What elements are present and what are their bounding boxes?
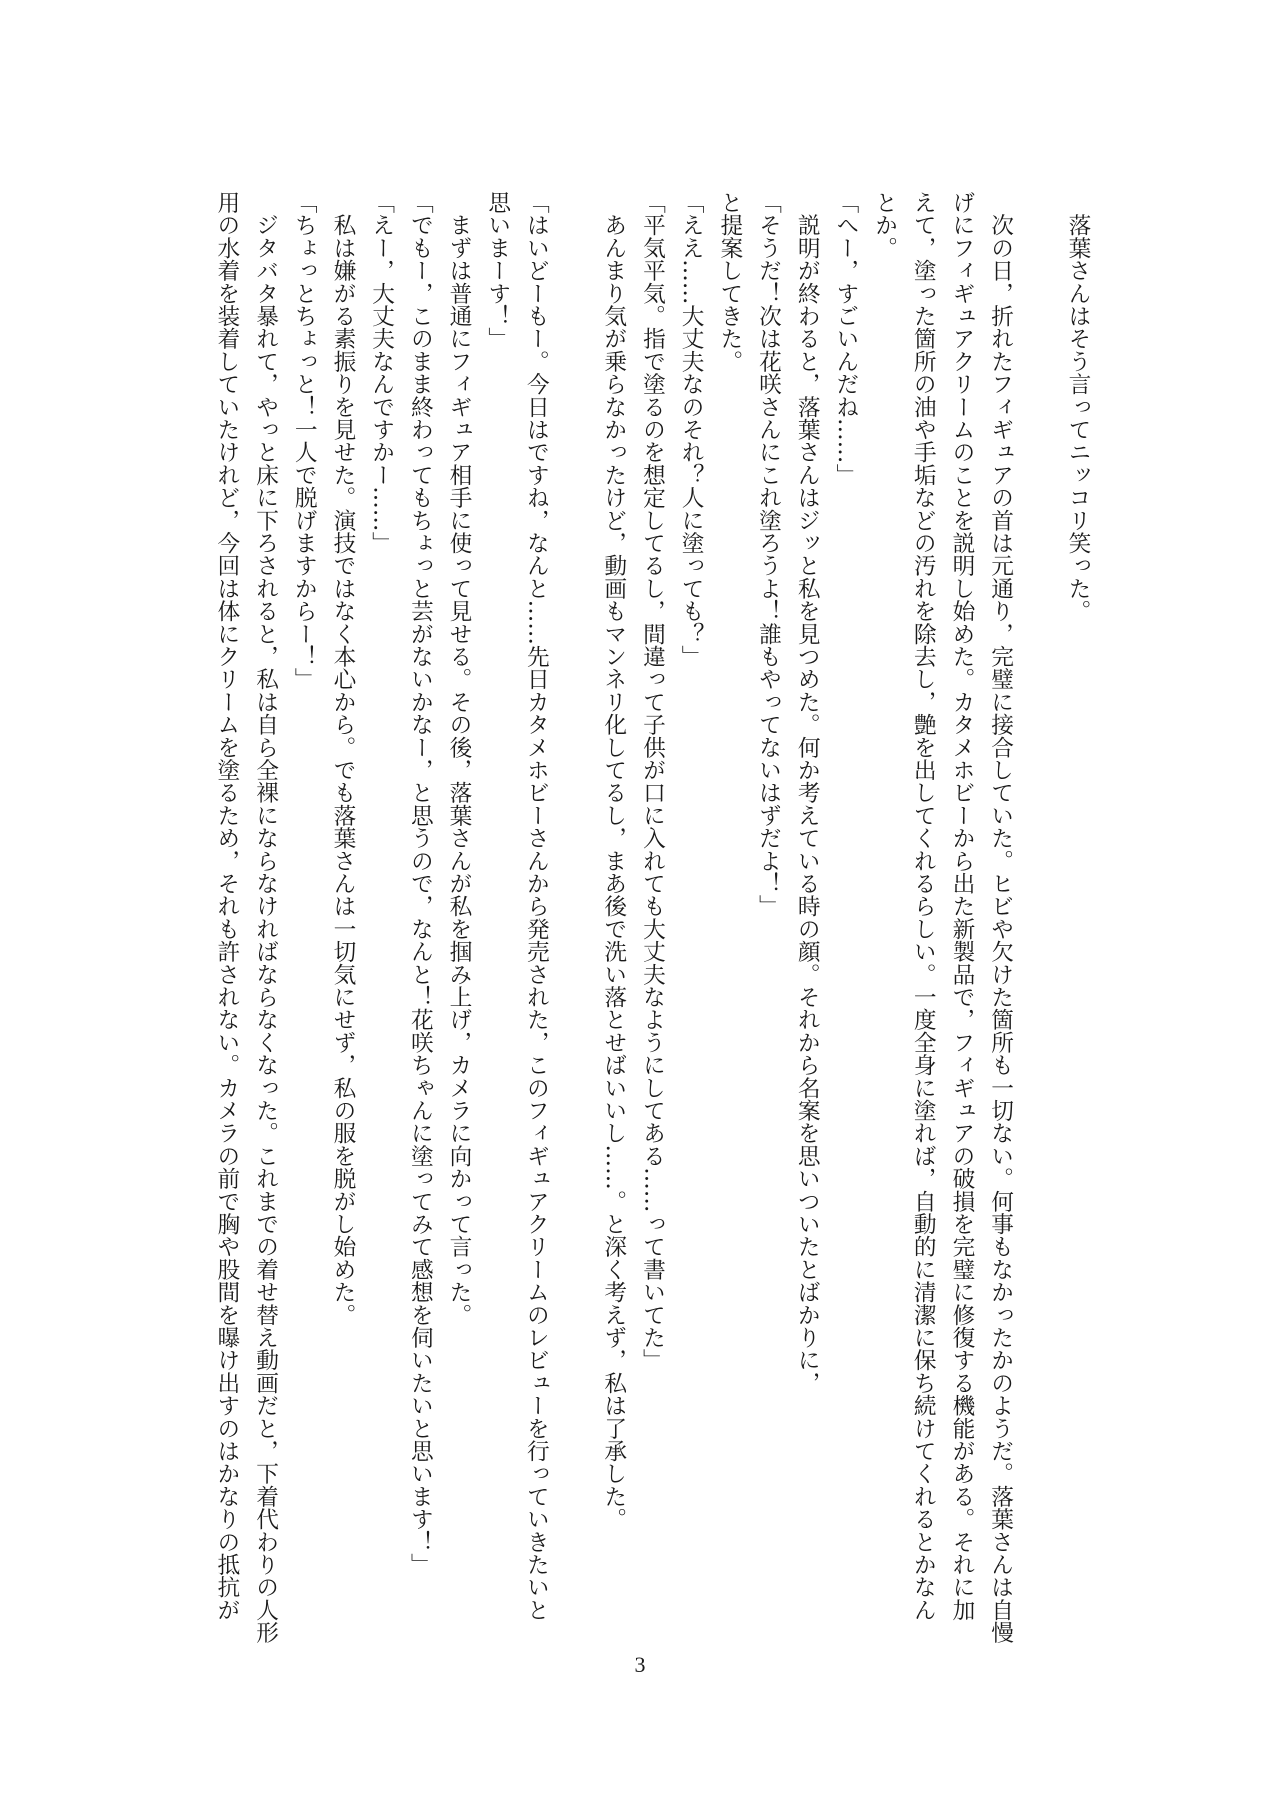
blank-line — [1020, 191, 1059, 1631]
text-line: 用の水着を装着していたけれど，今回は体にクリームを塗るため，それも許されない。カメラの前で胸や股間を曝け出すのはかなりの抵抗が — [213, 191, 240, 1622]
text-line: ジタバタ暴れて，やっと床に下ろされると，私は自ら全裸にならなければならなくなった。これまでの着せ替え動画だと，下着代わりの人形 — [252, 191, 279, 1644]
blank-line — [555, 191, 594, 1631]
text-line: えて，塗った箇所の油や手垢などの汚れを除去し，艶を出してくれるらしい。一度全身に塗れば，自動的に清潔に保ち続けてくれるとかなん — [910, 191, 937, 1622]
text-line: あんまり気が乗らなかったけど，動画もマンネリ化してるし，まあ後で洗い落とせばいいし……。と深く考えず，私は了承した。 — [600, 191, 627, 1531]
page-number: 3 — [634, 1652, 646, 1677]
text-line: 説明が終わると，落葉さんはジッと私を見つめた。何か考えている時の顔。それから名案を思いついたとばかりに， — [794, 191, 821, 1395]
text-line: 「ちょっとちょっと！一人で脱げますからー！」 — [291, 191, 318, 691]
text-line: 私は嫌がる素振りを見せた。演技ではなく本心から。でも落葉さんは一切気にせず，私の服を脱がし始めた。 — [329, 191, 356, 1326]
vertical-body-text — [207, 191, 1097, 1644]
text-line: まずは普通にフィギュア相手に使って見せる。その後，落葉さんが私を掴み上げ，カメラに向かって言った。 — [446, 191, 472, 1326]
text-line: 「平気平気。指で塗るのを想定してるし，間違って子供が口に入れても大丈夫なようにしてある……って書いてた」 — [639, 191, 666, 1372]
text-line: げにフィギュアクリームのことを説明し始めた。カタメホビーから出た新製品で，フィギュアの破損を完璧に修復する機能がある。それに加 — [948, 191, 975, 1622]
text-line: とか。 — [871, 191, 898, 260]
text-line: と提案してきた。 — [716, 191, 743, 373]
text-line: 次の日，折れたフィギュアの首は元通り，完璧に接合していた。ヒビや欠けた箇所も一切ない。何事もなかったかのようだ。落葉さんは自慢 — [987, 191, 1014, 1644]
text-line: 落葉さんはそう言ってニッコリ笑った。 — [1065, 191, 1091, 623]
text-line: 「へー，すごいんだね……」 — [832, 191, 859, 487]
text-line: 「えー，大丈夫なんですかー……」 — [368, 191, 395, 555]
text-line: 「ええ……大丈夫なのそれ？人に塗っても？」 — [678, 191, 705, 668]
text-line: 「はいどーもー。今日はですね，なんと……先日カタメホビーさんから発売された，このフィギュアクリームのレビューを行っていきたいと — [523, 191, 550, 1622]
text-line: 「でもー，このまま終わってもちょっと芸がないかなー，と思うので，なんと！花咲ちゃんに塗ってみて感想を伺いたいと思います！」 — [407, 191, 434, 1576]
text-line: 思いまーす！」 — [484, 191, 511, 350]
text-line: 「そうだ！次は花咲さんにこれ塗ろうよ！誰もやってないはずだよ！」 — [755, 191, 782, 918]
